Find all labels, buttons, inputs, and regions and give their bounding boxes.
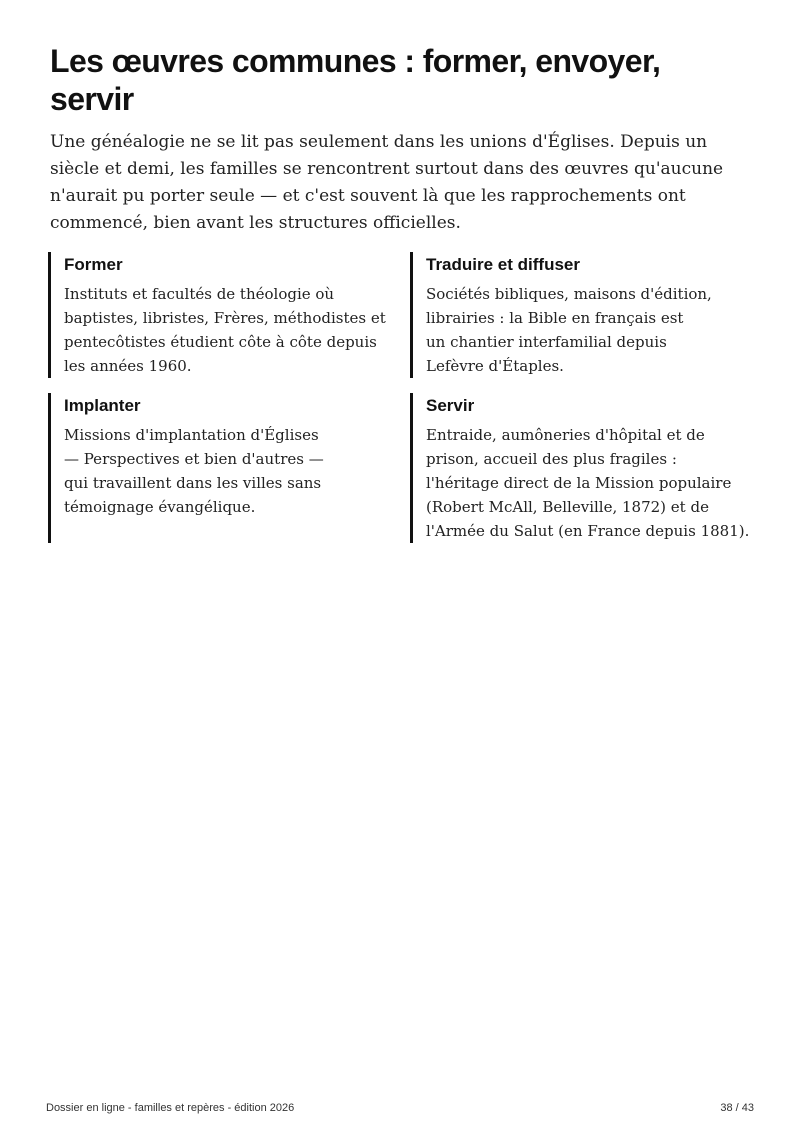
section-heading: Implanter [64, 396, 141, 415]
section-heading: Former [64, 255, 123, 274]
section-body: Instituts et facultés de théologie où baptistes, libristes, Frères, méthodistes et pentecôtistes étudient côte à côte depuis les années 1960. [64, 285, 386, 375]
section-card-traduire [410, 252, 756, 378]
section-card-implanter [48, 393, 394, 543]
intro-paragraph: Une généalogie ne se lit pas seulement dans les unions d'Églises. Depuis un siècle et demi, les familles se rencontrent surtout dans des œuvres qu'aucune n'aurait pu porter seule — et c'est souvent là que les rapprochements ont commencé, bien avant les structures officielles. [50, 132, 724, 233]
footer-document-title: Dossier en ligne - familles et repères - édition 2026 [46, 1102, 295, 1114]
section-card-servir [410, 393, 756, 543]
section-body: Sociétés bibliques, maisons d'édition, librairies : la Bible en français est un chantier interfamilial depuis Lefèvre d'Étaples. [426, 285, 712, 375]
section-heading: Traduire et diffuser [426, 255, 580, 274]
section-card-former [48, 252, 394, 378]
section-body: Entraide, aumôneries d'hôpital et de prison, accueil des plus fragiles : l'héritage direct de la Mission populaire (Robert McAll, Belleville, 1872) et de l'Armée du Salut (en France depuis 1881). [426, 426, 750, 540]
footer-page-number: 38 / 43 [720, 1102, 754, 1114]
section-body: Missions d'implantation d'Églises — Perspectives et bien d'autres — qui travaillent dans les villes sans témoignage évangélique. [64, 426, 324, 516]
section-heading: Servir [426, 396, 475, 415]
page-title: Les œuvres communes : former, envoyer, servir [50, 43, 661, 117]
